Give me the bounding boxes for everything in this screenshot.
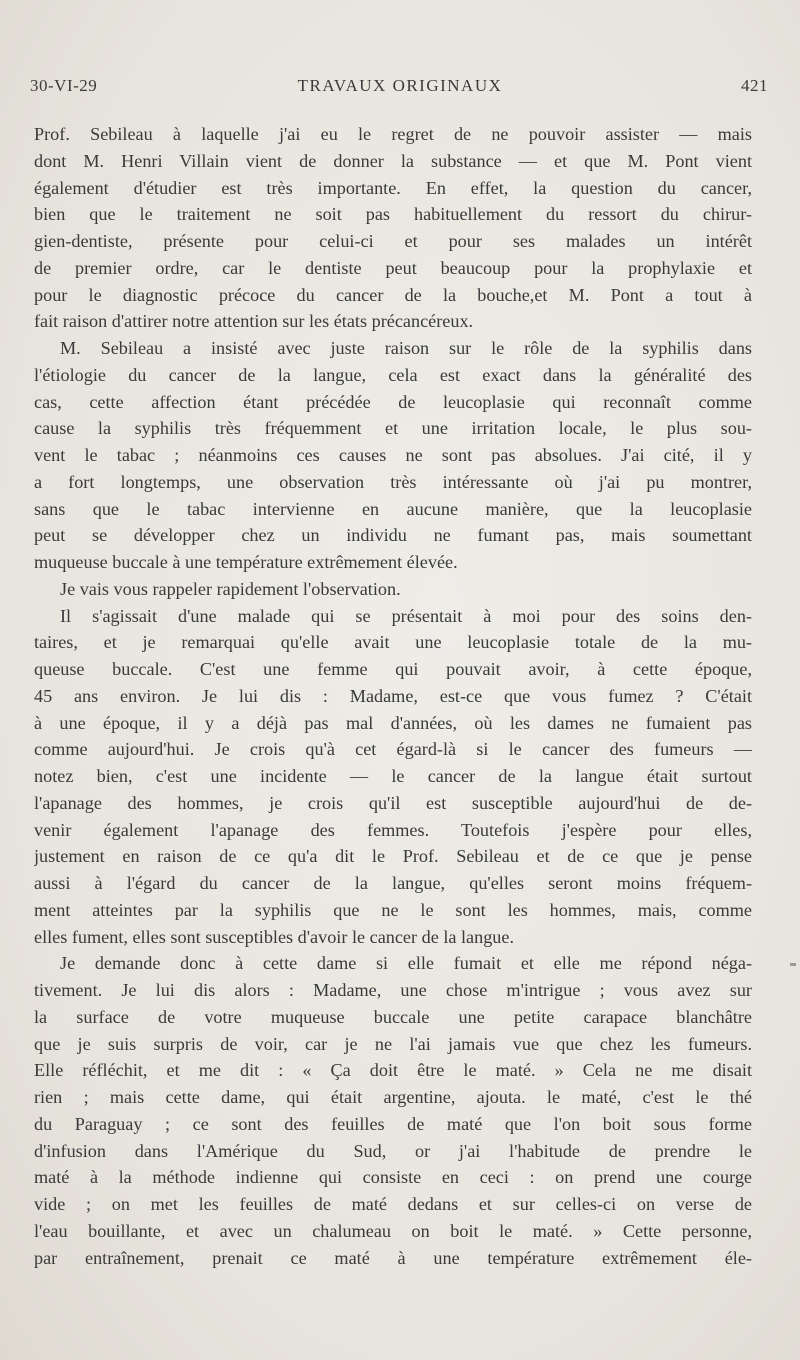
header-title: TRAVAUX ORIGINAUX [297,76,503,95]
text-line: taires, et je remarquai qu'elle avait une leucoplasie totale de la mu- [34,632,752,653]
text-line: d'infusion dans l'Amérique du Sud, or j'ai l'habitude de prendre le [34,1140,752,1161]
text-line: Elle réfléchit, et me dit : « Ça doit être le maté. » Cela ne me disait [34,1060,752,1081]
text-line: vide ; on met les feuilles de maté dedans et sur celles-ci on verse de [34,1194,752,1214]
text-line: comme aujourd'hui. Je crois qu'à cet égard-là si le cancer des fumeurs — [34,739,752,760]
text-line: de premier ordre, car le dentiste peut beaucoup pour la prophylaxie et [34,257,752,278]
text-line: bien que le traitement ne soit pas habituellement du ressort du chirur- [34,204,752,225]
text-line: par entraînement, prenait ce maté à une température extrêmement éle- [34,1247,752,1268]
text-line: Je demande donc à cette dame si elle fumait et elle me répond néga- [60,953,752,974]
text-line: ment atteintes par la syphilis que ne le sont les hommes, mais, comme [34,899,752,920]
text-line: muqueuse buccale à une température extrêmement élevée. [34,552,458,572]
text-line: a fort longtemps, une observation très intéressante où j'ai pu montrer, [34,471,752,492]
text-line: notez bien, c'est une incidente — le cancer de la langue était surtout [34,766,752,786]
margin-mark [790,963,796,966]
text-line: sans que le tabac intervienne en aucune manière, que la leucoplasie [34,498,752,519]
text-line: Je vais vous rappeler rapidement l'observation. [60,578,401,599]
text-line: maté à la méthode indienne qui consiste en ceci : on prend une courge [34,1167,752,1188]
text-line: l'eau bouillante, et avec un chalumeau on boit le maté. » Cette personne, [34,1220,752,1241]
text-line: tivement. Je lui dis alors : Madame, une chose m'intrigue ; vous avez sur [34,980,752,1000]
text-line: pour le diagnostic précoce du cancer de la bouche,et M. Pont a tout à [34,284,752,305]
page-number: 421 [741,76,768,95]
text-line: que je suis surpris de voir, car je ne l'ai jamais vue que chez les fumeurs. [34,1033,752,1054]
text-line: Il s'agissait d'une malade qui se présentait à moi pour des soins den- [60,605,752,626]
text-line: fait raison d'attirer notre attention sur les états précancéreux. [34,311,474,332]
running-header [30,76,770,100]
text-line: la surface de votre muqueuse buccale une petite carapace blanchâtre [34,1006,752,1027]
text-line: cause la syphilis très fréquemment et une irritation locale, le plus sou- [34,418,752,439]
body-text [34,121,752,1271]
text-line: gien-dentiste, présente pour celui-ci et pour ses malades un intérêt [34,231,752,251]
text-line: également d'étudier est très importante. En effet, la question du cancer, [34,177,752,198]
text-line: Prof. Sebileau à laquelle j'ai eu le regret de ne pouvoir assister — mais [34,124,752,144]
text-line: à une époque, il y a déjà pas mal d'années, où les dames ne fumaient pas [34,712,752,733]
header-date: 30-VI-29 [30,76,98,95]
text-line: dont M. Henri Villain vient de donner la substance — et que M. Pont vient [34,150,752,171]
text-line: queuse buccale. C'est une femme qui pouvait avoir, à cette époque, [34,659,752,679]
text-line: justement en raison de ce qu'a dit le Prof. Sebileau et de ce que je pense [34,846,752,867]
text-line: l'étiologie du cancer de la langue, cela est exact dans la généralité des [34,364,752,385]
text-line: elles fument, elles sont susceptibles d'avoir le cancer de la langue. [34,926,515,947]
text-line: aussi à l'égard du cancer de la langue, qu'elles seront moins fréquem- [34,873,752,893]
text-line: vent le tabac ; néanmoins ces causes ne sont pas absolues. J'ai cité, il y [34,445,752,465]
text-line: l'apanage des hommes, je crois qu'il est susceptible aujourd'hui de de- [34,792,752,813]
text-line: 45 ans environ. Je lui dis : Madame, est-ce que vous fumez ? C'était [34,685,752,706]
text-line: cas, cette affection étant précédée de leucoplasie qui reconnaît comme [34,391,752,412]
text-line: rien ; mais cette dame, qui était argentine, ajouta. le maté, c'est le thé [34,1087,752,1107]
text-line: peut se développer chez un individu ne fumant pas, mais soumettant [34,525,752,546]
text-line: du Paraguay ; ce sont des feuilles de maté que l'on boit sous forme [34,1113,752,1134]
text-line: venir également l'apanage des femmes. Toutefois j'espère pour elles, [34,819,752,840]
text-line: M. Sebileau a insisté avec juste raison sur le rôle de la syphilis dans [60,338,752,358]
